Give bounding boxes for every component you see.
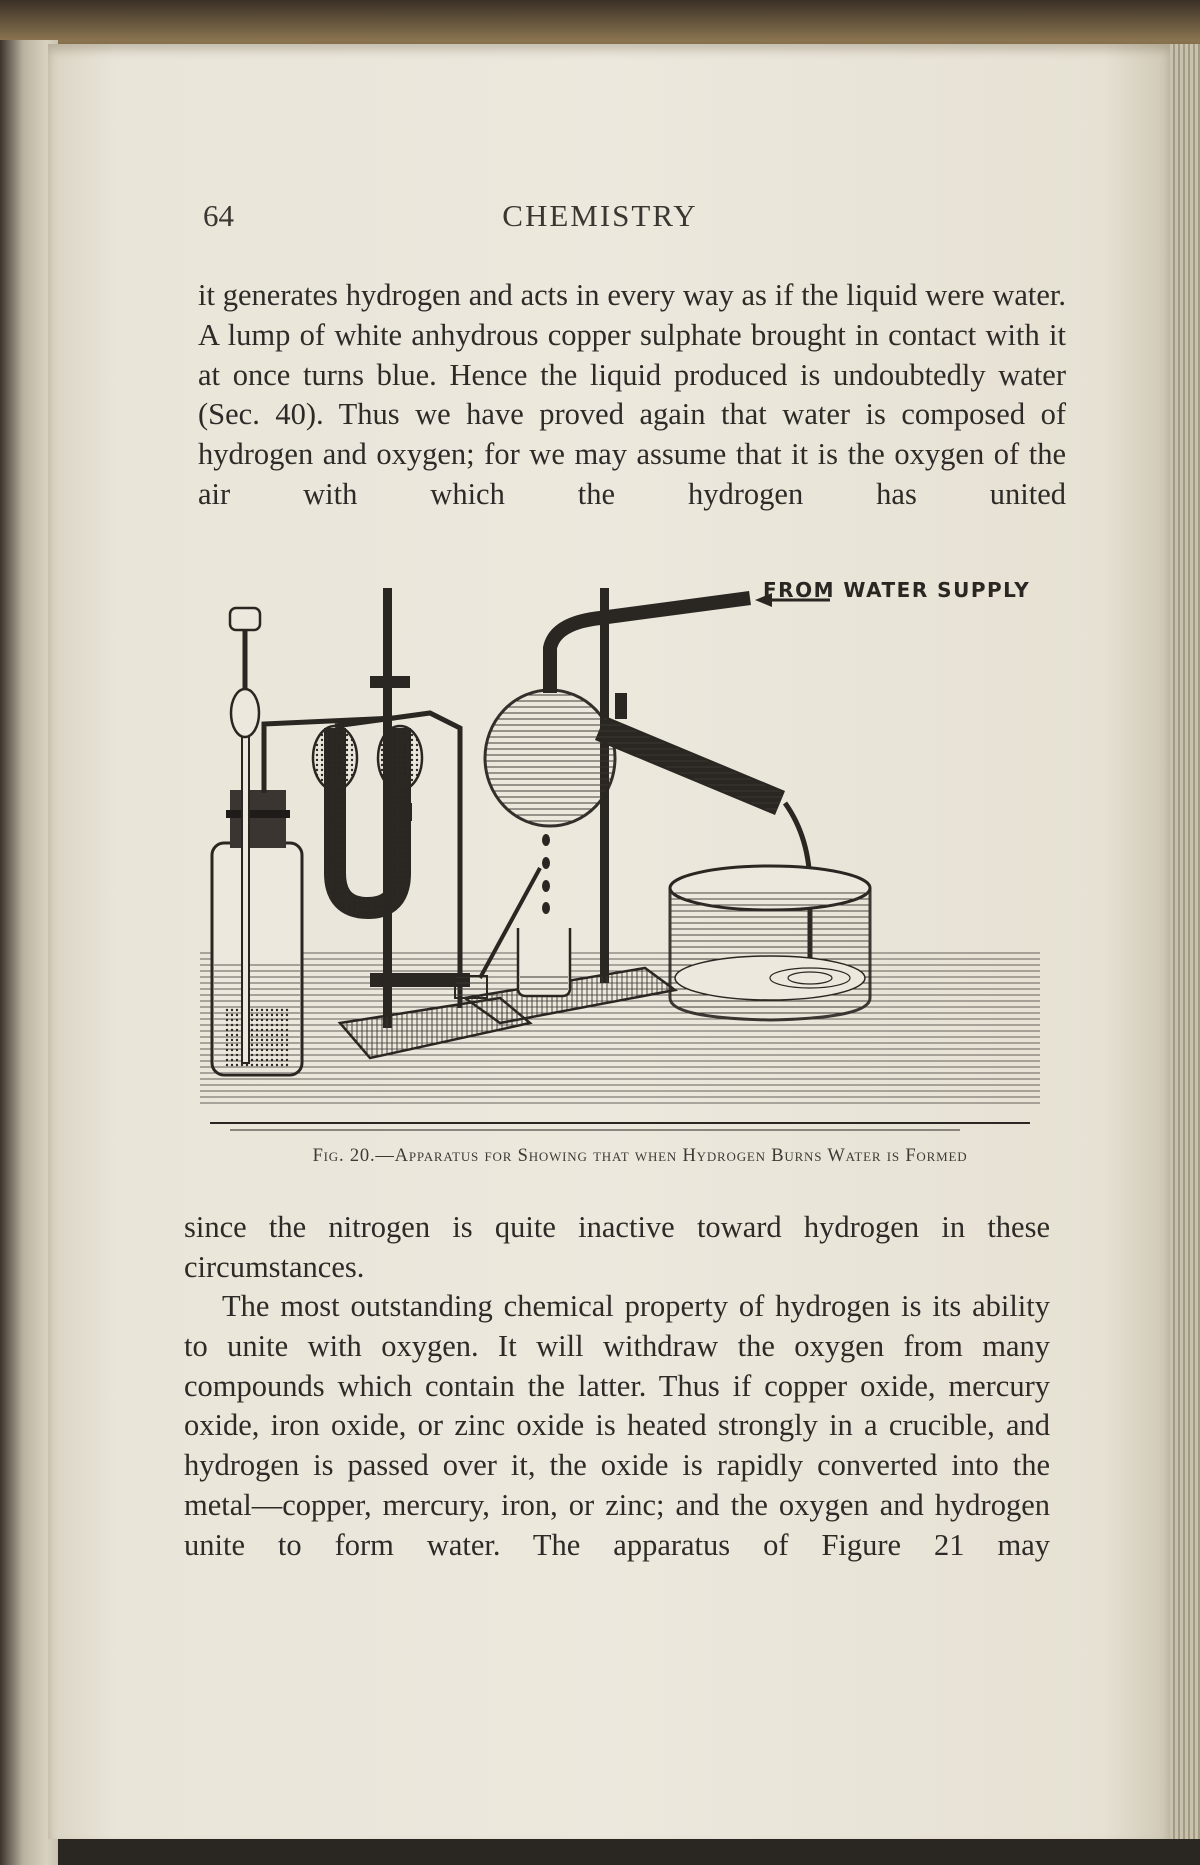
apparatus-illustration	[200, 578, 1080, 1133]
water-trough	[670, 866, 870, 1020]
paragraph-middle: since the nitrogen is quite inactive toward hydrogen in these circumstances.	[184, 1210, 1050, 1284]
figure-caption: Fig. 20.—Apparatus for Showing that when Hydrogen Burns Water is Formed	[312, 1146, 968, 1166]
running-head	[0, 198, 1200, 238]
page-stack-edge	[1170, 44, 1200, 1839]
water-drops	[542, 834, 550, 914]
figure-apparatus	[200, 578, 1080, 1133]
page-number: 64	[203, 198, 234, 233]
collecting-beaker	[518, 928, 570, 996]
running-title: CHEMISTRY	[502, 198, 698, 233]
paragraph-bottom: The most outstanding chemical property of hydrogen is its ability to unite with oxygen. It will withdraw the oxygen from many compounds which contain the latter. Thus if copper oxide, mercury oxide, iron oxide, or zinc oxide is heated strongly in a crucible, and hydrogen is passed over it, the oxide is rapidly converted into the metal—copper, mercury, iron, or zinc; and the oxygen and hydrogen unite to form water. The apparatus of Figure 21 may	[184, 1289, 1050, 1562]
water-supply-label: FROM WATER SUPPLY	[763, 578, 1031, 602]
paragraph-top: it generates hydrogen and acts in every way as if the liquid were water. A lump of white anhydrous copper sulphate brought in contact with it at once turns blue. Hence the liquid produced is undoubtedly water (Sec. 40). Thus we have proved again that water is composed of hydrogen and oxygen; for we may assume that it is the oxygen of the air with which the hydrogen has united	[198, 278, 1066, 511]
